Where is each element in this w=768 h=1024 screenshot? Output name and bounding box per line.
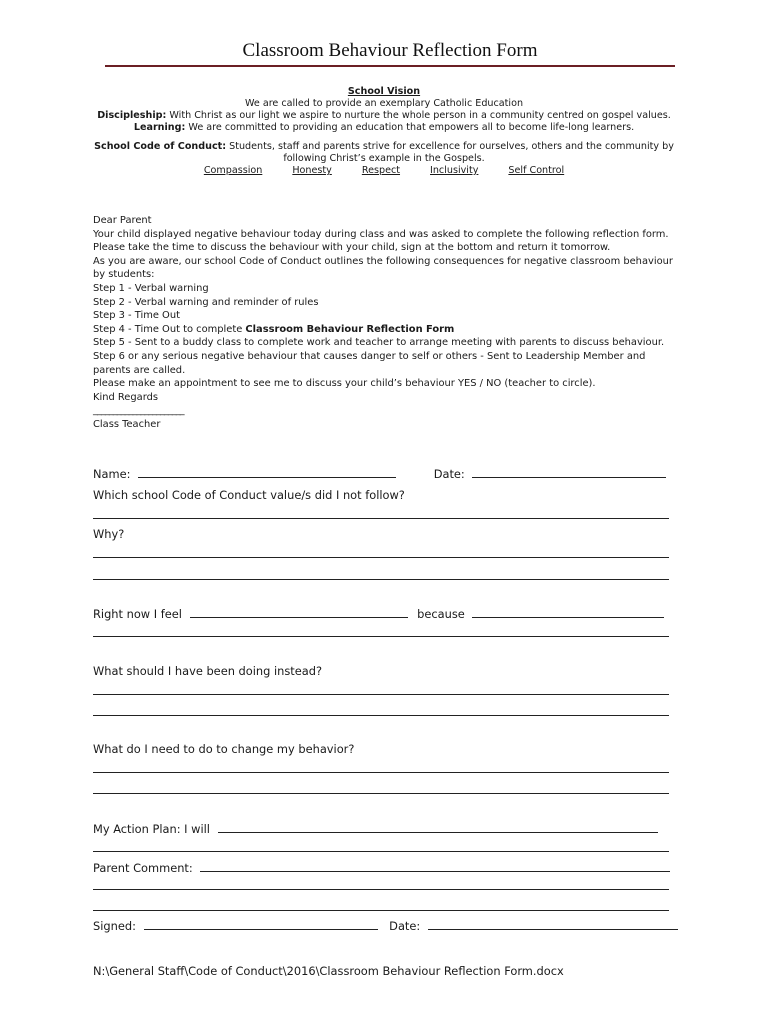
step-1: Step 1 - Verbal warning bbox=[93, 282, 209, 294]
answer-line[interactable] bbox=[93, 889, 669, 890]
value-inclusivity: Inclusivity bbox=[430, 165, 479, 176]
step-4-prefix: Step 4 - Time Out to complete bbox=[93, 323, 246, 335]
code-of-conduct-paragraph bbox=[90, 141, 678, 165]
question-why: Why? bbox=[93, 527, 125, 541]
because-label: because bbox=[417, 607, 465, 621]
feel-row bbox=[93, 606, 664, 621]
value-respect: Respect bbox=[361, 165, 401, 176]
school-vision-section bbox=[90, 86, 678, 177]
answer-line[interactable] bbox=[93, 851, 669, 852]
because-field[interactable] bbox=[472, 606, 664, 618]
action-plan-row bbox=[93, 821, 658, 836]
feel-label: Right now I feel bbox=[93, 607, 182, 621]
answer-line[interactable] bbox=[93, 772, 669, 773]
vision-heading: School Vision bbox=[347, 86, 421, 97]
name-field[interactable] bbox=[138, 466, 396, 478]
parent-comment-field[interactable] bbox=[200, 860, 670, 872]
parent-letter bbox=[93, 214, 683, 432]
name-label: Name: bbox=[93, 467, 131, 481]
title-rule bbox=[105, 65, 675, 67]
learning-text: We are committed to providing an education that empowers all to become life-long learners. bbox=[188, 122, 635, 133]
file-path-footer: N:\General Staff\Code of Conduct\2016\Classroom Behaviour Reflection Form.docx bbox=[93, 964, 564, 978]
value-self-control: Self Control bbox=[508, 165, 565, 176]
parent-comment-label: Parent Comment: bbox=[93, 861, 193, 875]
step-4-form-name: Classroom Behaviour Reflection Form bbox=[245, 323, 455, 335]
action-plan-label: My Action Plan: I will bbox=[93, 822, 210, 836]
answer-line[interactable] bbox=[93, 910, 669, 911]
signed-date-label: Date: bbox=[389, 919, 421, 933]
discipleship-paragraph bbox=[90, 110, 678, 122]
answer-line[interactable] bbox=[93, 557, 669, 558]
appointment-request: Please make an appointment to see me to discuss your child’s behaviour YES / NO (teacher to circle). bbox=[93, 378, 596, 390]
step-4 bbox=[93, 323, 683, 337]
discipleship-text: With Christ as our light we aspire to nurture the whole person in a community centred on gospel values. bbox=[169, 110, 671, 121]
answer-line[interactable] bbox=[93, 793, 669, 794]
letter-paragraph-2: As you are aware, our school Code of Conduct outlines the following consequences for negative classroom behaviour by students: bbox=[93, 255, 673, 281]
step-5: Step 5 - Sent to a buddy class to complete work and teacher to arrange meeting with parents to discuss behaviour. bbox=[93, 337, 665, 349]
letter-greeting: Dear Parent bbox=[93, 215, 152, 226]
date-label: Date: bbox=[433, 467, 465, 481]
question-change: What do I need to do to change my behavior? bbox=[93, 742, 355, 756]
question-instead: What should I have been doing instead? bbox=[93, 664, 323, 678]
letter-paragraph-1: Your child displayed negative behaviour today during class and was asked to complete the following reflection form. Please take the time to discuss the behaviour with your child, sign at the bottom and return it tomorrow. bbox=[93, 228, 669, 254]
value-compassion: Compassion bbox=[203, 165, 263, 176]
step-3: Step 3 - Time Out bbox=[93, 310, 180, 322]
action-plan-field[interactable] bbox=[218, 821, 658, 833]
signed-label: Signed: bbox=[93, 919, 136, 933]
answer-line[interactable] bbox=[93, 579, 669, 580]
parent-comment-row bbox=[93, 860, 670, 875]
answer-line[interactable] bbox=[93, 518, 669, 519]
step-2: Step 2 - Verbal warning and reminder of rules bbox=[93, 296, 319, 308]
feel-field[interactable] bbox=[190, 606, 408, 618]
step-6: Step 6 or any serious negative behaviour that causes danger to self or others - Sent to Leadership Member and parents are called. bbox=[93, 350, 646, 376]
letter-regards: Kind Regards bbox=[93, 391, 158, 403]
question-values: Which school Code of Conduct value/s did I not follow? bbox=[93, 488, 405, 502]
discipleship-label: Discipleship: bbox=[97, 110, 167, 121]
code-text: Students, staff and parents strive for excellence for ourselves, others and the community by following Christ’s example in the Gospels. bbox=[229, 141, 674, 164]
value-honesty: Honesty bbox=[292, 165, 332, 176]
answer-line[interactable] bbox=[93, 694, 669, 695]
values-list bbox=[90, 165, 678, 177]
learning-label: Learning: bbox=[133, 122, 186, 133]
teacher-role: Class Teacher bbox=[93, 418, 161, 430]
date-field[interactable] bbox=[472, 466, 666, 478]
learning-paragraph bbox=[90, 122, 678, 134]
answer-line[interactable] bbox=[93, 715, 669, 716]
vision-statement: We are called to provide an exemplary Catholic Education bbox=[244, 98, 524, 109]
name-date-row bbox=[93, 466, 666, 481]
teacher-signature-line[interactable]: _______________________ bbox=[93, 405, 184, 417]
signature-field[interactable] bbox=[144, 918, 378, 930]
page-title: Classroom Behaviour Reflection Form bbox=[242, 40, 538, 61]
signed-row bbox=[93, 918, 678, 933]
answer-line[interactable] bbox=[93, 636, 669, 637]
signed-date-field[interactable] bbox=[428, 918, 678, 930]
code-label: School Code of Conduct: bbox=[94, 141, 227, 152]
